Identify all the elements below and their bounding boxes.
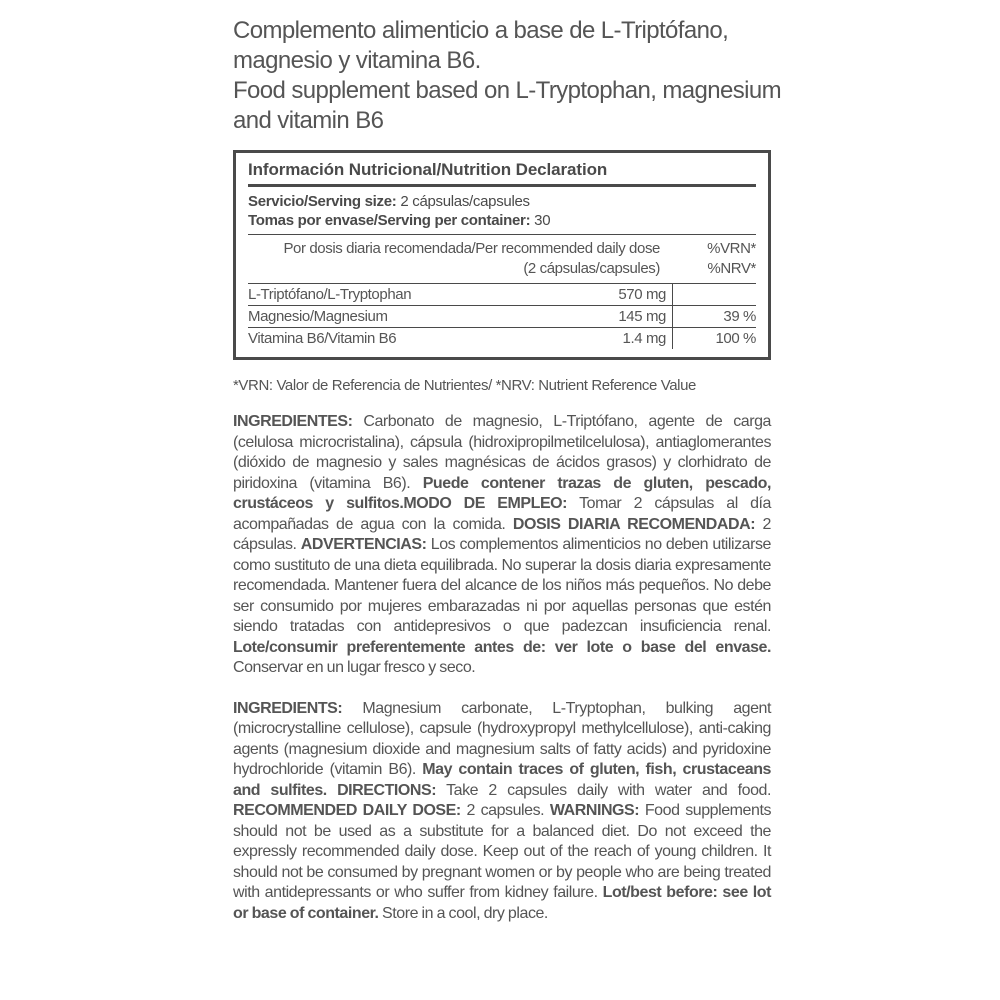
- table-row: [248, 284, 756, 305]
- servings-per-container-value: 30: [530, 212, 551, 229]
- nutrient-name: Vitamina B6/Vitamin B6: [248, 330, 397, 347]
- english-info-paragraph: [233, 699, 771, 925]
- nutrient-rows: [248, 283, 756, 349]
- ingredients-label-es: INGREDIENTES:: [233, 413, 353, 430]
- lot-label-es: Lote/consumir preferentemente antes de: ver lote o base del envase.: [233, 638, 771, 656]
- ingredients-text-es: Carbonato de magnesio, L-Triptófano, agente de carga (celulosa microcristalina), cápsula (hidroxipropilmetilcelulosa), antiaglomerantes (dióxido de magnesio y sales magnésicas de ácidos grasos) y clorhidrato de piridoxina (vitamina B6).: [233, 413, 771, 492]
- description-line-en-2: and vitamin B6: [233, 107, 384, 134]
- directions-label-en: DIRECTIONS:: [326, 781, 437, 799]
- nutrient-vrn: 100 %: [715, 330, 756, 347]
- nutrient-amount: 1.4 mg: [548, 328, 673, 349]
- warnings-text-en: Food supplements should not be used as a substitute for a balanced diet. Do not exceed the expressly recommended daily dose. Keep out of the reach of young children. It should not be consumed by pregnant women or by people who are being treated with antidepressants or who suffer from kidney failure.: [233, 802, 771, 901]
- description-line-en-1: Food supplement based on L-Tryptophan, magnesium: [233, 77, 781, 104]
- warnings-label-en: WARNINGS:: [549, 802, 640, 819]
- directions-text-en: Take 2 capsules daily with water and food.: [436, 781, 771, 799]
- serving-size-label: Servicio/Serving size:: [248, 193, 397, 210]
- warnings-text-es: Los complementos alimenticios no deben utilizarse como sustituto de una dieta equilibrada. No superar la dosis diaria expresamente recomendada. Mantener fuera del alcance de los niños más pequeños. No debe ser consumido por mujeres embarazadas ni por aquellas personas que estén siendo tratadas con antidepresivos o que padezcan insuficiencia renal.: [233, 536, 771, 635]
- vrn-header: [666, 239, 756, 279]
- product-description: [233, 16, 781, 136]
- directions-label-es: MODO DE EMPLEO:: [403, 495, 568, 512]
- dose-label-es: DOSIS DIARIA RECOMENDADA:: [512, 515, 756, 533]
- description-line-es-2: magnesio y vitamina B6.: [233, 47, 481, 74]
- dose-header: [248, 239, 666, 279]
- dose-text-en: 2 capsules.: [460, 802, 550, 819]
- vrn-header-line-2: %NRV*: [707, 260, 756, 277]
- table-header: [248, 239, 756, 279]
- description-line-es-1: Complemento alimenticio a base de L-Triptófano,: [233, 17, 729, 44]
- nutrient-amount: 145 mg: [548, 306, 673, 327]
- vrn-footnote: *VRN: Valor de Referencia de Nutrientes/ *NRV: Nutrient Reference Value: [233, 377, 696, 394]
- ingredients-text-en: Magnesium carbonate, L-Tryptophan, bulking agent (microcrystalline cellulose), capsule (hydroxypropyl methylcellulose), anti-caking agents (magnesium dioxide and magnesium salts of fatty acids) and pyridoxine hydrochloride (vitamin B6).: [233, 699, 771, 778]
- servings-per-container: [248, 211, 756, 230]
- storage-text-en: Store in a cool, dry place.: [378, 904, 548, 922]
- serving-size: [248, 192, 756, 211]
- title-divider: [248, 184, 756, 187]
- storage-text-es: Conservar en un lugar fresco y seco.: [233, 659, 476, 676]
- allergens-es: Puede contener trazas de gluten, pescado, crustáceos y sulfitos.: [233, 474, 771, 512]
- directions-text-es: Tomar 2 cápsulas al día acompañadas de agua con la comida.: [233, 495, 772, 533]
- allergens-en: May contain traces of gluten, fish, crustaceans and sulfites.: [233, 761, 771, 799]
- nutrient-amount: 570 mg: [548, 284, 673, 305]
- table-row: [248, 305, 756, 327]
- ingredients-label-en: INGREDIENTS:: [233, 699, 343, 717]
- nutrition-table: [233, 150, 771, 360]
- dose-header-line-2: (2 cápsulas/capsules): [523, 260, 660, 277]
- lot-label-en: Lot/best before: see lot or base of container.: [233, 884, 771, 922]
- nutrition-title: Información Nutricional/Nutrition Declaration: [248, 160, 608, 179]
- dose-label-en: RECOMMENDED DAILY DOSE:: [233, 802, 461, 819]
- spanish-info-paragraph: [233, 412, 771, 679]
- product-label: [233, 16, 781, 924]
- serving-size-value: 2 cápsulas/capsules: [396, 193, 530, 210]
- dose-text-es: 2 cápsulas.: [233, 515, 771, 553]
- serving-divider: [248, 234, 756, 235]
- dose-header-line-1: Por dosis diaria recomendada/Per recommended daily dose: [283, 240, 660, 257]
- nutrient-vrn: 39 %: [723, 308, 756, 325]
- servings-per-container-label: Tomas por envase/Serving per container:: [248, 212, 531, 229]
- warnings-label-es: ADVERTENCIAS:: [300, 536, 427, 553]
- table-row: [248, 327, 756, 349]
- nutrient-name: L-Triptófano/L-Tryptophan: [248, 286, 412, 303]
- nutrient-vrn: [673, 284, 756, 305]
- vrn-header-line-1: %VRN*: [707, 240, 756, 257]
- nutrient-name: Magnesio/Magnesium: [248, 308, 388, 325]
